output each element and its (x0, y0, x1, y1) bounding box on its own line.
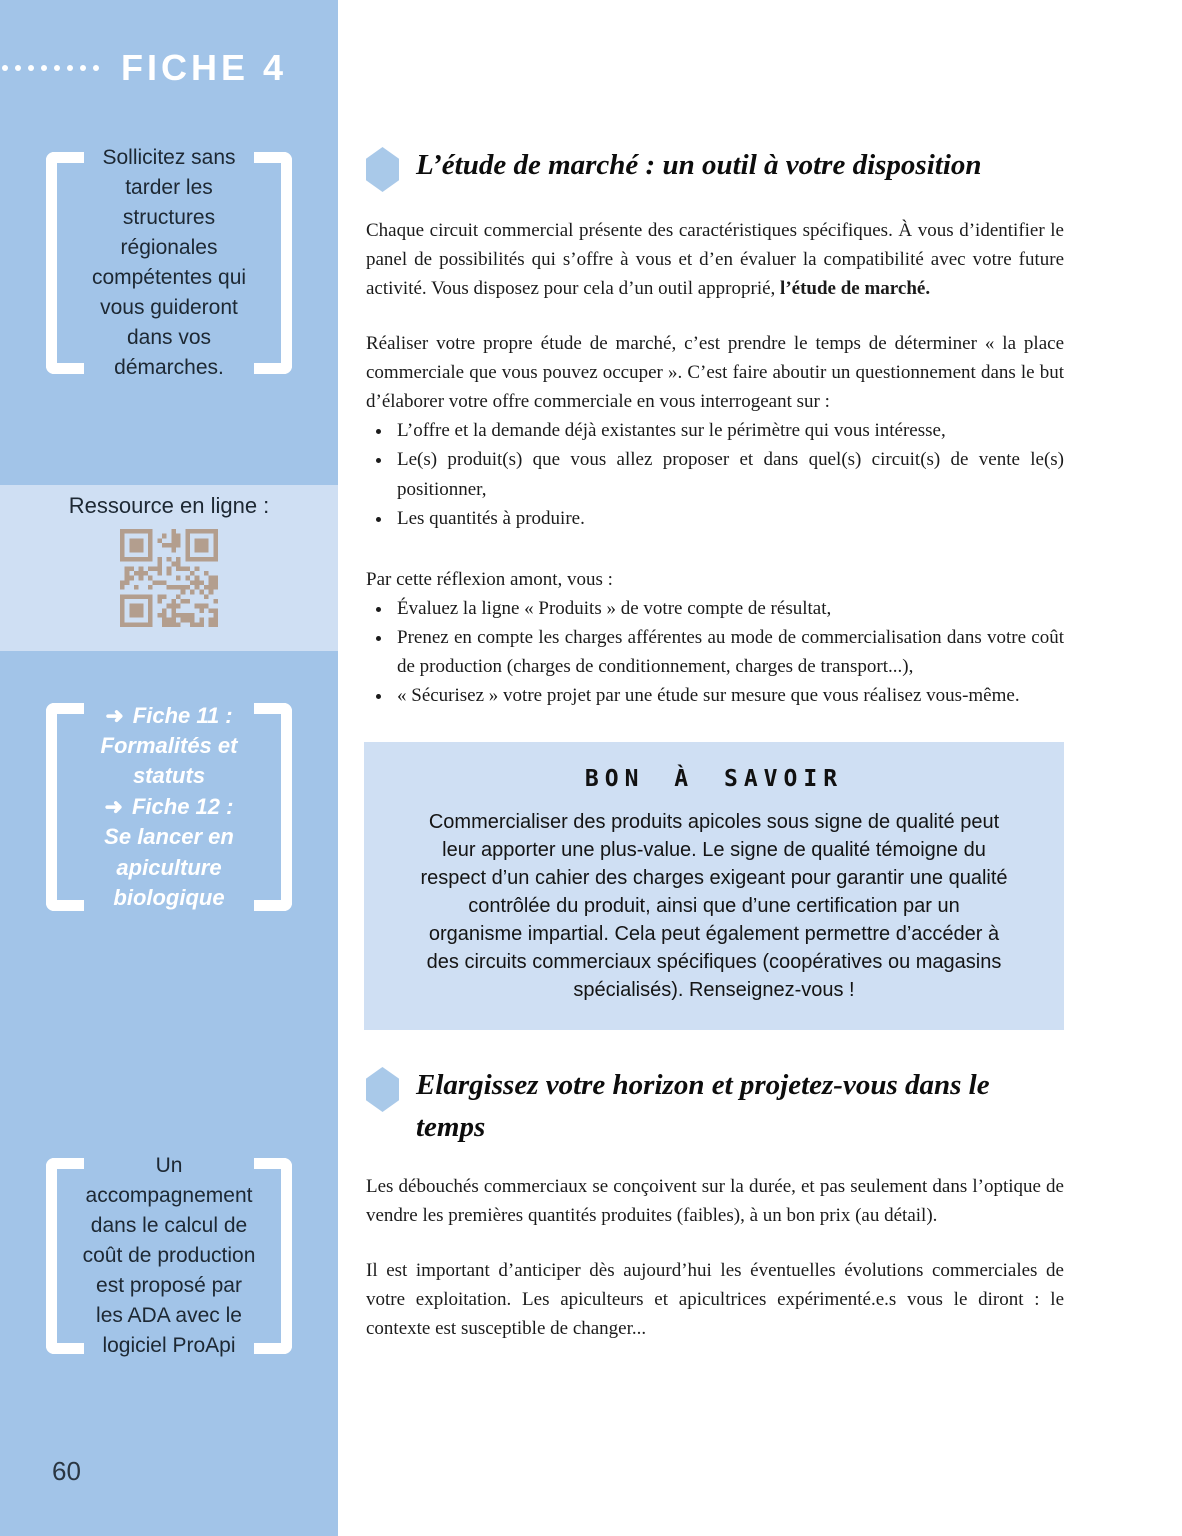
bracket-left-icon (46, 152, 84, 374)
section-title: L’étude de marché : un outil à votre disposition (416, 149, 982, 181)
hexagon-bullet-icon (366, 1067, 399, 1112)
sidebar (0, 0, 338, 1536)
fiche-header (0, 46, 338, 90)
paragraph (366, 216, 1064, 303)
section-heading-row (366, 144, 1064, 192)
bon-a-savoir-box (364, 742, 1064, 1030)
bracket-left-icon (46, 1158, 84, 1354)
sidebar-note-structures (46, 145, 292, 380)
dotted-line (0, 65, 99, 71)
bracket-right-icon (254, 1158, 292, 1354)
fiche-link-subtitle: Formalités et statuts (100, 733, 238, 789)
sidebar-note-proapi (46, 1153, 292, 1358)
paragraph: Les débouchés commerciaux se conçoivent sur la durée, et pas seulement dans l’optique de vendre les premières quantités produites (faibles), à un bon prix (au détail). (366, 1176, 1064, 1227)
fiche-link (76, 792, 262, 913)
section-heading-row (366, 1064, 1064, 1148)
page-number: 60 (52, 1456, 81, 1486)
bracket-left-icon (46, 703, 84, 911)
hexagon-bullet-icon (366, 147, 399, 192)
arrow-icon: ➜ (104, 793, 123, 819)
bracket-right-icon (254, 703, 292, 911)
section-etude-de-marche (366, 144, 1064, 710)
paragraph-bold-text: l’étude de marché. (780, 278, 931, 300)
bullet-item: • Évaluez la ligne « Produits » de votre compte de résultat, (393, 594, 1064, 623)
paragraph-text: Chaque circuit commercial présente des caractéristiques spécifiques. À vous d’identifier le panel de possibilités qui s’offre à vous et d’en évaluer la compatibilité avec votre future activité. Vous disposez pour cela d’un outil approprié, (366, 220, 1064, 300)
bullet-item: • Prenez en compte les charges afférentes au mode de commercialisation dans votre coût de production (charges de conditionnement, charges de transport...), (393, 623, 1064, 681)
callout-body: Commercialiser des produits apicoles sous signe de qualité peut leur apporter une plus-value. Le signe de qualité témoigne du respect d’un cahier des charges exigeant pour garantir une qualité contrôlée du produit, ainsi que d’une certification par un organisme impartial. Cela peut également permettre d’accéder à des circuits commerciaux spécifiques (coopératives ou magasins spécialisés). Renseignez-vous ! (420, 810, 1008, 1001)
section-elargissez-horizon (366, 1064, 1064, 1343)
bullet-item: • L’offre et la demande déjà existantes sur le périmètre qui vous intéresse, (393, 416, 1064, 445)
paragraph: Réaliser votre propre étude de marché, c’est prendre le temps de déterminer « la place commerciale que vous pouvez occuper ». C’est faire aboutir un questionnement dans le but d’élaborer votre offre commerciale en vous interrogeant sur : (366, 333, 1064, 413)
sidebar-note-text: Sollicitez sans tarder les structures régionales compétentes qui vous guideront dans vos démarches. (91, 145, 247, 380)
bullet-item: • « Sécurisez » votre projet par une étude sur mesure que vous réalisez vous-même. (393, 681, 1064, 710)
bracket-right-icon (254, 152, 292, 374)
sidebar-note-text: Un accompagnement dans le calcul de coût de production est proposé par les ADA avec le logiciel ProApi (82, 1153, 256, 1358)
arrow-icon: ➜ (105, 702, 124, 728)
dot-icon (67, 65, 73, 71)
fiche-link-title: Fiche 12 : (131, 793, 234, 819)
bullet-item: • Le(s) produit(s) que vous allez proposer et dans quel(s) circuit(s) de vente le(s) positionner, (393, 445, 1064, 503)
fiche-label: FICHE 4 (121, 47, 288, 88)
related-fiches-block (46, 703, 292, 911)
dot-icon (41, 65, 47, 71)
main-content (366, 0, 1064, 1369)
paragraph: Par cette réflexion amont, vous : (366, 568, 613, 590)
callout-title: BON À SAVOIR (584, 765, 844, 792)
fiche-link-subtitle: Se lancer en apiculture biologique (104, 824, 234, 910)
section-title: Elargissez votre horizon et projetez-vous dans le temps (416, 1068, 990, 1143)
dot-icon (15, 65, 21, 71)
dot-icon (2, 65, 8, 71)
paragraph: Il est important d’anticiper dès aujourd’hui les éventuelles évolutions commerciales de votre exploitation. Les apiculteurs et apicultrices expérimenté.e.s vous le diront : le contexte est susceptible de changer... (366, 1260, 1064, 1340)
dot-icon (93, 65, 99, 71)
fiche-link (76, 701, 262, 792)
dot-icon (80, 65, 86, 71)
qr-code (120, 529, 218, 627)
dot-icon (28, 65, 34, 71)
online-resource-panel (0, 485, 338, 651)
bullet-item: • Les quantités à produire. (393, 504, 1064, 533)
fiche-link-title: Fiche 11 : (132, 702, 233, 728)
dot-icon (54, 65, 60, 71)
resource-label: Ressource en ligne : (68, 493, 270, 518)
